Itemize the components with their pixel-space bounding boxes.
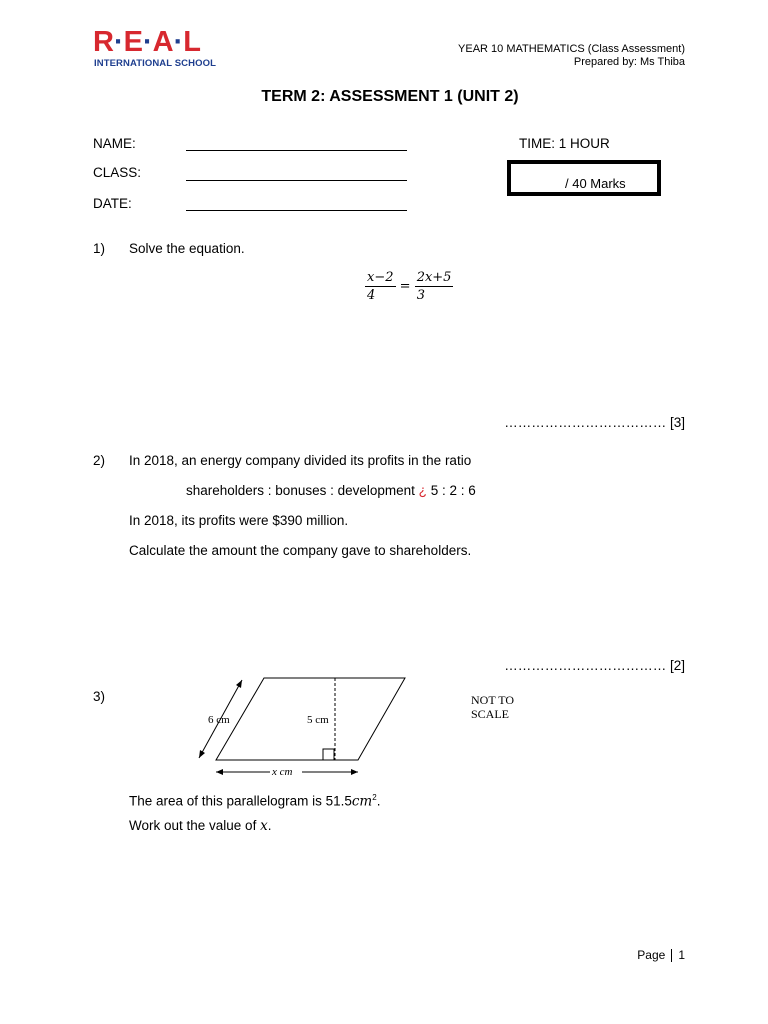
arrow-head	[216, 769, 223, 775]
fraction-rhs: $\frac{2x+5}{3}$	[416, 270, 452, 303]
equals-sign: =	[399, 279, 411, 294]
question-text: Calculate the amount the company gave to shareholders.	[129, 543, 472, 558]
question-number: 3)	[93, 689, 106, 704]
ratio-line	[186, 483, 476, 498]
arrow-head	[351, 769, 358, 775]
prepared-by: Prepared by: Ms Thiba	[573, 56, 685, 68]
marks-text: / 40 Marks	[565, 176, 626, 191]
name-line[interactable]	[186, 150, 407, 151]
logo-letter: R	[93, 26, 114, 58]
arrow-head	[199, 750, 205, 758]
answer-line[interactable]: ……………………………… [3]	[504, 415, 685, 430]
page-title: TERM 2: ASSESSMENT 1 (UNIT 2)	[261, 88, 519, 105]
logo-letter: A	[152, 26, 174, 58]
marks-box	[507, 160, 661, 196]
question-text: Solve the equation.	[129, 241, 245, 256]
page-number: Page 1	[637, 948, 685, 962]
question-number: 1)	[93, 241, 106, 256]
date-label: DATE:	[93, 196, 132, 211]
answer-line[interactable]: ……………………………… [2]	[504, 658, 685, 673]
course-line: YEAR 10 MATHEMATICS (Class Assessment)	[458, 43, 685, 55]
class-line[interactable]	[186, 180, 407, 181]
side-label: 6 cm	[208, 714, 230, 726]
height-label: 5 cm	[307, 714, 329, 726]
date-line[interactable]	[186, 210, 407, 211]
right-angle-mark	[323, 749, 334, 760]
logo-letter: L	[183, 26, 201, 58]
question-number: 2)	[93, 453, 106, 468]
logo-subtitle: INTERNATIONAL SCHOOL	[94, 58, 216, 69]
class-label: CLASS:	[93, 165, 142, 180]
arrow-head	[236, 680, 242, 688]
not-to-scale-note: NOT TO SCALE	[471, 693, 515, 721]
ratio-glyph: ¿	[418, 483, 427, 498]
logo-letter: E	[123, 26, 143, 58]
document-header	[458, 43, 685, 69]
school-logo: R·E·A·L	[93, 26, 201, 58]
fraction-lhs: $\frac{x-2}{4}$	[367, 270, 394, 303]
question-text: In 2018, its profits were $390 million.	[129, 513, 349, 528]
parallelogram-diagram	[190, 670, 420, 785]
question-text: In 2018, an energy company divided its profits in the ratio	[129, 453, 472, 468]
time-label: TIME: 1 HOUR	[519, 136, 610, 151]
question-text: The area of this parallelogram is $51.5cm^2$.	[129, 793, 381, 810]
name-label: NAME:	[93, 136, 136, 151]
question-text: Work out the value of x.	[129, 818, 272, 834]
ratio-values: 5 : 2 : 6	[430, 483, 476, 498]
equation	[365, 270, 453, 303]
ratio-labels: shareholders : bonuses : development	[186, 483, 415, 498]
base-label: x cm	[272, 766, 293, 778]
